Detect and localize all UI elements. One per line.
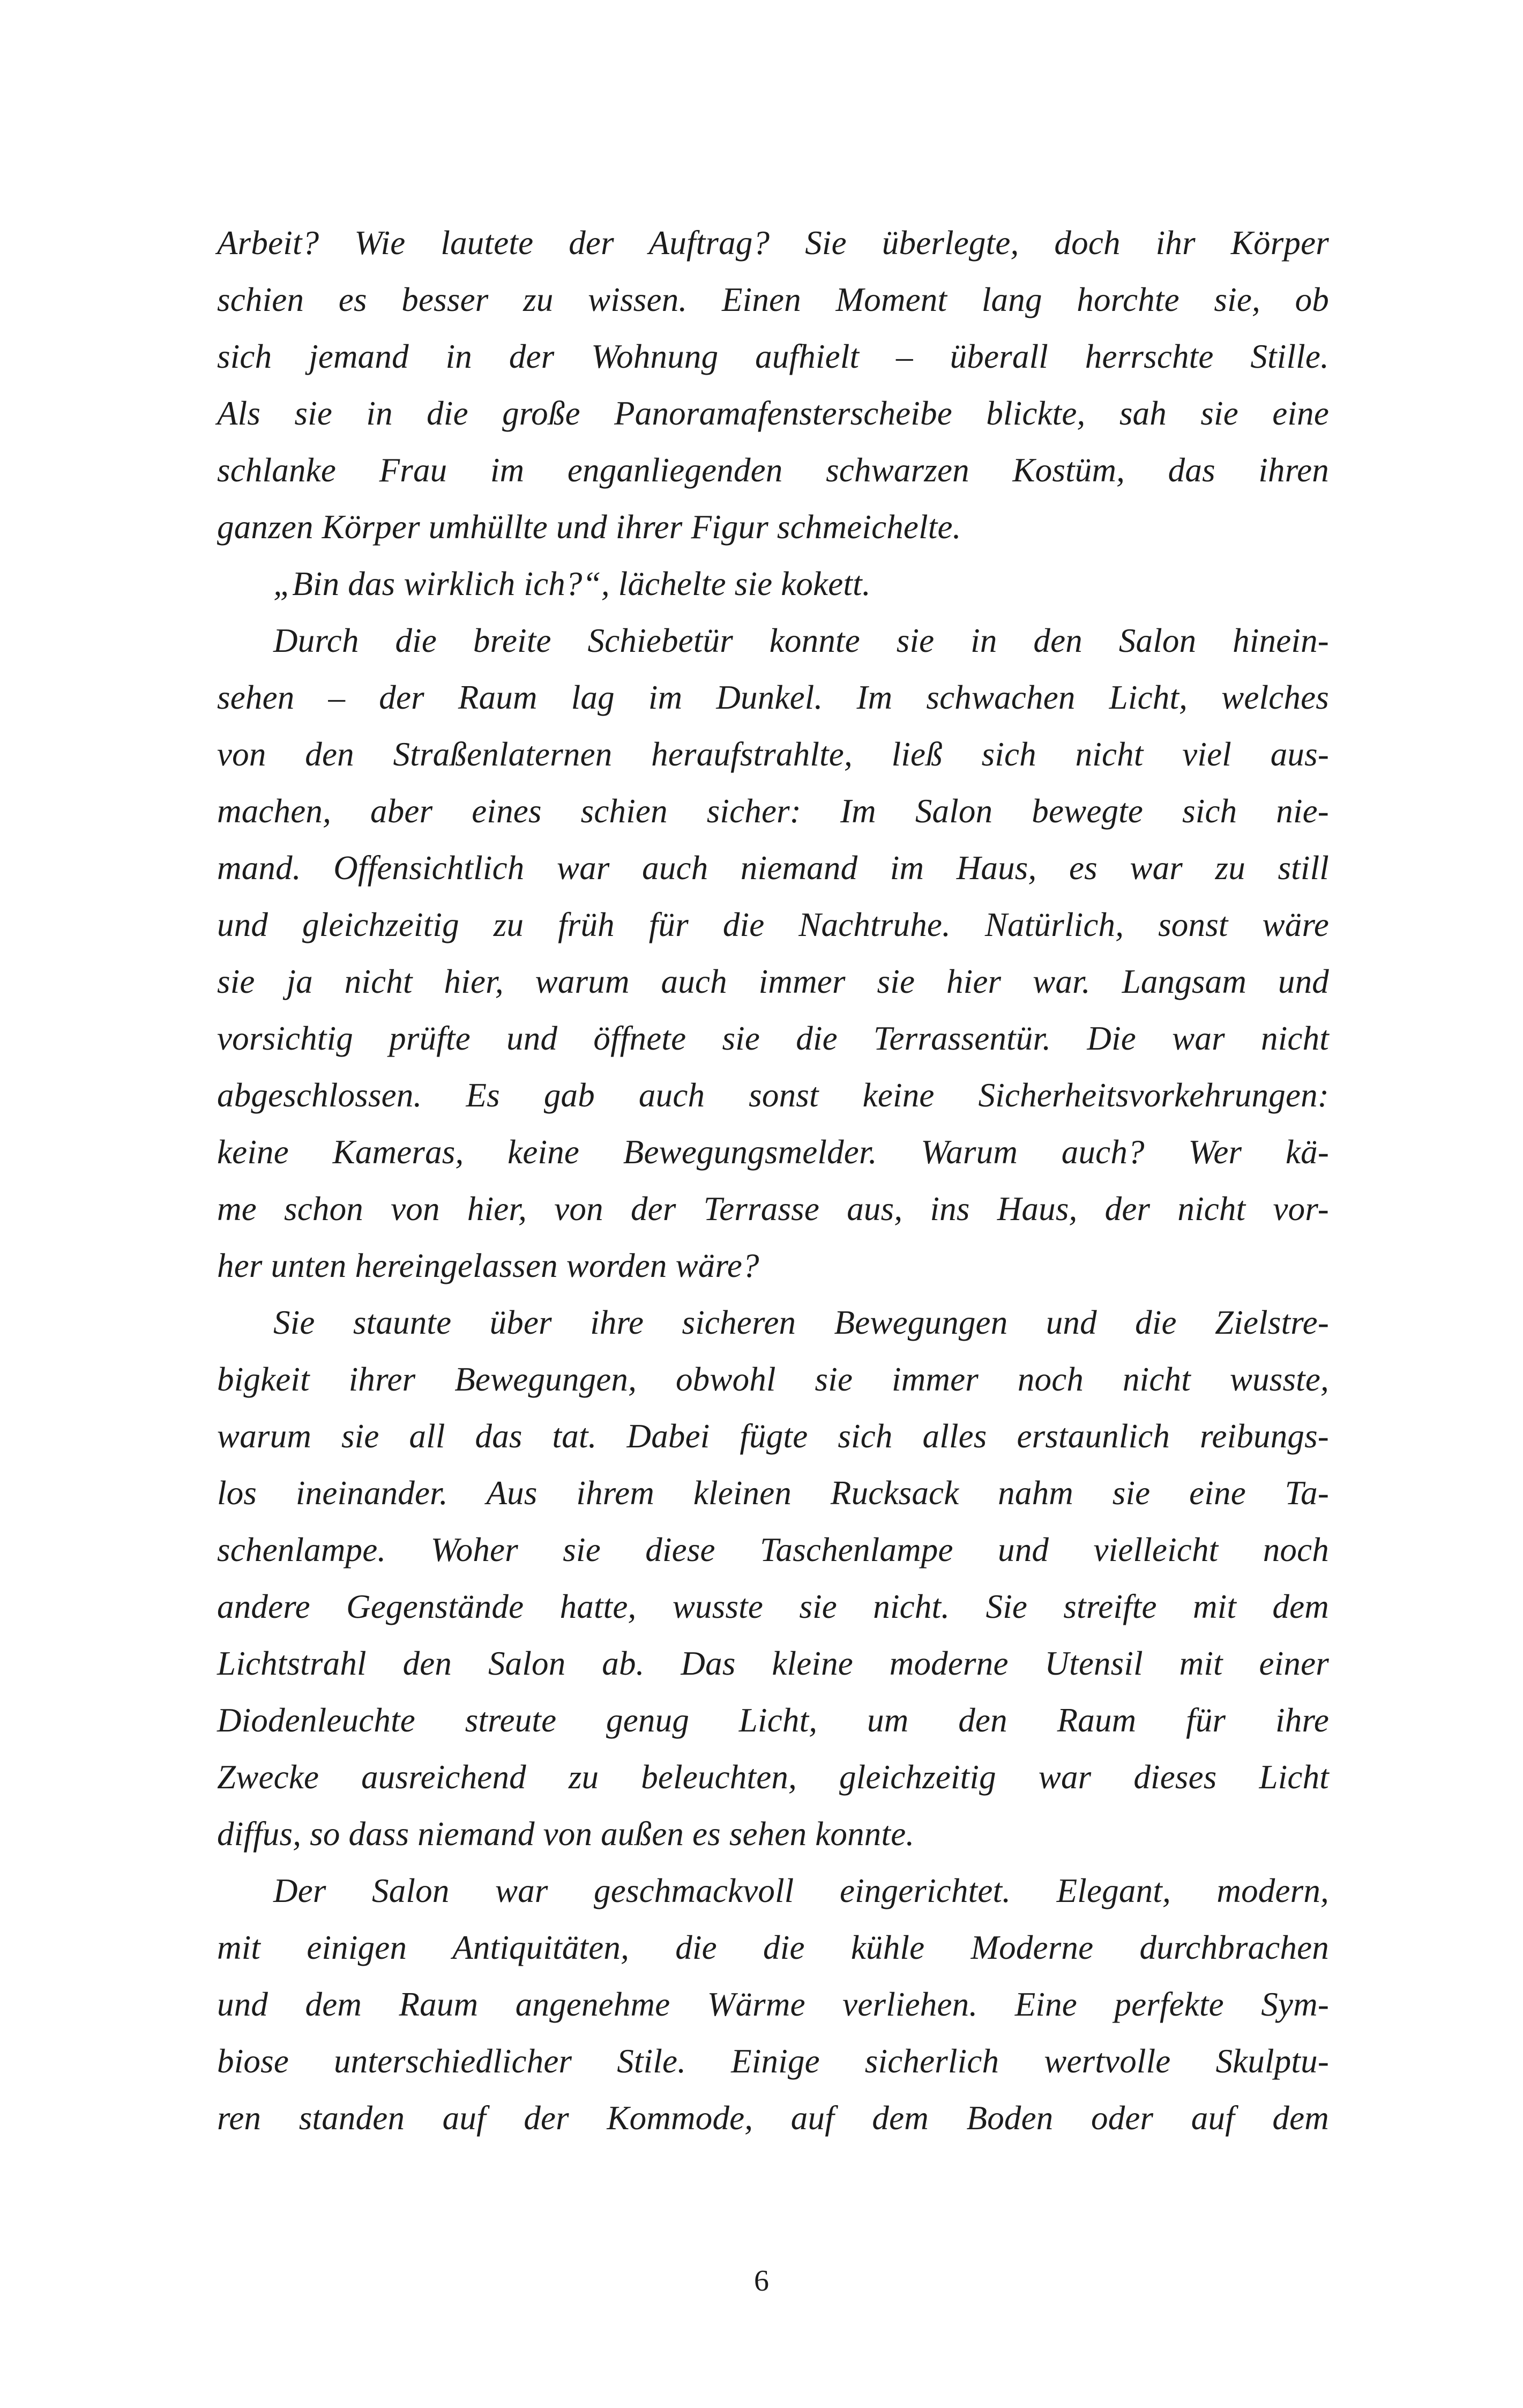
text-line: abgeschlossen. Es gab auch sonst keine Sicherheitsvorkehrungen: — [217, 1076, 1329, 1114]
text-line: bigkeit ihrer Bewegungen, obwohl sie immer noch nicht wusste, — [217, 1361, 1329, 1398]
text-line: her unten hereingelassen worden wäre? — [217, 1247, 759, 1284]
text-line: Arbeit? Wie lautete der Auftrag? Sie überlegte, doch ihr Körper — [217, 224, 1329, 262]
text-line: mit einigen Antiquitäten, die die kühle Moderne durchbrachen — [217, 1929, 1329, 1966]
text-line: sehen – der Raum lag im Dunkel. Im schwachen Licht, welches — [217, 679, 1329, 716]
text-line: schlanke Frau im enganliegenden schwarzen Kostüm, das ihren — [217, 451, 1329, 489]
body-text — [217, 214, 1329, 2146]
text-line: schenlampe. Woher sie diese Taschenlampe und vielleicht noch — [217, 1531, 1329, 1569]
text-line: „Bin das wirklich ich?“, lächelte sie kokett. — [273, 565, 871, 603]
text-line: sie ja nicht hier, warum auch immer sie hier war. Langsam und — [217, 963, 1329, 1000]
text-line: Lichtstrahl den Salon ab. Das kleine moderne Utensil mit einer — [217, 1645, 1329, 1682]
text-line: sich jemand in der Wohnung aufhielt – überall herrschte Stille. — [217, 338, 1329, 375]
text-line: me schon von hier, von der Terrasse aus, ins Haus, der nicht vor- — [217, 1190, 1329, 1228]
page-number: 6 — [754, 2264, 769, 2298]
text-line: Als sie in die große Panoramafensterscheibe blickte, sah sie eine — [217, 395, 1329, 432]
text-line: ganzen Körper umhüllte und ihrer Figur schmeichelte. — [217, 508, 961, 546]
text-line: Durch die breite Schiebetür konnte sie in den Salon hinein- — [273, 622, 1329, 659]
text-line: von den Straßenlaternen heraufstrahlte, ließ sich nicht viel aus- — [217, 735, 1329, 773]
text-line: los ineinander. Aus ihrem kleinen Rucksack nahm sie eine Ta- — [217, 1474, 1329, 1512]
text-line: machen, aber eines schien sicher: Im Salon bewegte sich nie- — [217, 792, 1329, 830]
text-line: biose unterschiedlicher Stile. Einige sicherlich wertvolle Skulptu- — [217, 2042, 1329, 2080]
text-line: vorsichtig prüfte und öffnete sie die Terrassentür. Die war nicht — [217, 1020, 1329, 1057]
text-line: Diodenleuchte streute genug Licht, um den Raum für ihre — [217, 1701, 1329, 1739]
text-line: diffus, so dass niemand von außen es sehen konnte. — [217, 1815, 915, 1853]
text-line: Sie staunte über ihre sicheren Bewegungen und die Zielstre- — [273, 1304, 1329, 1341]
text-line: und dem Raum angenehme Wärme verliehen. Eine perfekte Sym- — [217, 1986, 1329, 2023]
text-line: Zwecke ausreichend zu beleuchten, gleichzeitig war dieses Licht — [217, 1758, 1329, 1796]
text-line: schien es besser zu wissen. Einen Moment lang horchte sie, ob — [217, 281, 1329, 318]
text-line: mand. Offensichtlich war auch niemand im Haus, es war zu still — [217, 849, 1329, 887]
text-line: keine Kameras, keine Bewegungsmelder. Warum auch? Wer kä- — [217, 1133, 1329, 1171]
text-line: andere Gegenstände hatte, wusste sie nicht. Sie streifte mit dem — [217, 1588, 1329, 1625]
text-line: warum sie all das tat. Dabei fügte sich alles erstaunlich reibungs- — [217, 1417, 1329, 1455]
text-line: Der Salon war geschmackvoll eingerichtet. Elegant, modern, — [273, 1872, 1329, 1909]
text-line: und gleichzeitig zu früh für die Nachtruhe. Natürlich, sonst wäre — [217, 906, 1329, 943]
text-line: ren standen auf der Kommode, auf dem Boden oder auf dem — [217, 2099, 1329, 2137]
